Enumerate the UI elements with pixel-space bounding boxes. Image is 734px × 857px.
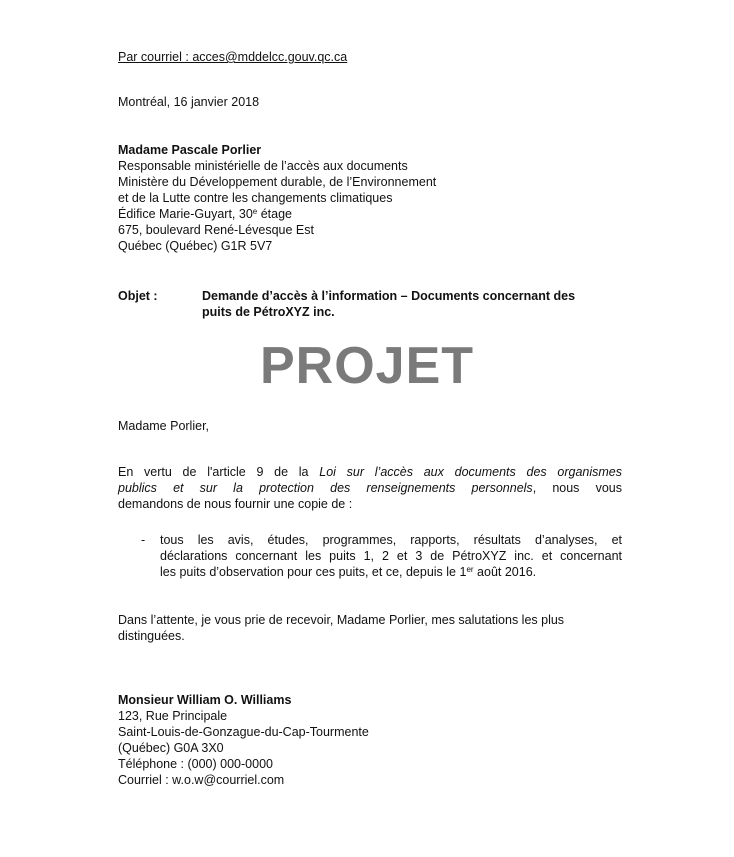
recipient-line: [118, 206, 622, 222]
law-title: publics et sur la protection des renseignements personnels: [118, 481, 533, 495]
sender-email: Courriel : w.o.w@courriel.com: [118, 773, 285, 787]
recipient-line-text: Édifice Marie-Guyart, 30: [118, 207, 253, 221]
body-text: , nous vous: [532, 481, 622, 495]
subject-line: Demande d’accès à l’information – Documents concernant des: [202, 289, 576, 303]
recipient-address: [118, 142, 622, 254]
bullet-item: [160, 532, 622, 580]
recipient-line: Ministère du Développement durable, de l’Environnement: [118, 175, 437, 189]
bullet-text: août 2016.: [473, 565, 537, 579]
bullet-line: [160, 564, 622, 580]
bullet-sup: er: [466, 565, 474, 574]
recipient-line: Responsable ministérielle de l’accès aux documents: [118, 159, 408, 173]
subject-label: Objet :: [118, 289, 158, 303]
sender-line: Saint-Louis-de-Gonzague-du-Cap-Tourmente: [118, 725, 369, 739]
bullet-text: les puits d’observation pour ces puits, et ce, depuis le 1: [160, 565, 467, 579]
closing-line: distinguées.: [118, 629, 185, 643]
bullet-line: déclarations concernant les puits 1, 2 et 3 de PétroXYZ inc. et concernant: [160, 549, 622, 563]
recipient-line: Québec (Québec) G1R 5V7: [118, 239, 273, 253]
salutation: Madame Porlier,: [118, 419, 210, 433]
bullet-line: tous les avis, études, programmes, rapports, résultats d’analyses, et: [160, 533, 622, 547]
closing-line: Dans l’attente, je vous prie de recevoir, Madame Porlier, mes salutations les plus: [118, 613, 565, 627]
bullet-dash: -: [141, 533, 146, 547]
body-text: En vertu de l'article 9 de la: [118, 465, 320, 479]
subject-line: puits de PétroXYZ inc.: [202, 305, 335, 319]
law-title: Loi sur l’accès aux documents des organismes: [319, 465, 622, 479]
closing-paragraph: [118, 612, 622, 644]
body-line: demandons de nous fournir une copie de :: [118, 497, 353, 511]
recipient-name: Madame Pascale Porlier: [118, 143, 262, 157]
sender-signature: [118, 692, 622, 788]
body-line: [118, 480, 622, 496]
recipient-line: et de la Lutte contre les changements climatiques: [118, 191, 393, 205]
sender-phone: Téléphone : (000) 000-0000: [118, 757, 273, 771]
sender-name: Monsieur William O. Williams: [118, 693, 292, 707]
recipient-line: 675, boulevard René-Lévesque Est: [118, 223, 314, 237]
recipient-line-sup: e: [252, 207, 258, 216]
subject-text: [202, 288, 622, 320]
sender-line: (Québec) G0A 3X0: [118, 741, 224, 755]
sender-line: 123, Rue Principale: [118, 709, 228, 723]
recipient-line-text: étage: [257, 207, 292, 221]
body-paragraph: [118, 464, 622, 512]
email-line: Par courriel : acces@mddelcc.gouv.qc.ca: [118, 50, 348, 64]
draft-watermark: PROJET: [259, 337, 475, 395]
date-line: Montréal, 16 janvier 2018: [118, 95, 260, 109]
body-line: [118, 464, 622, 480]
